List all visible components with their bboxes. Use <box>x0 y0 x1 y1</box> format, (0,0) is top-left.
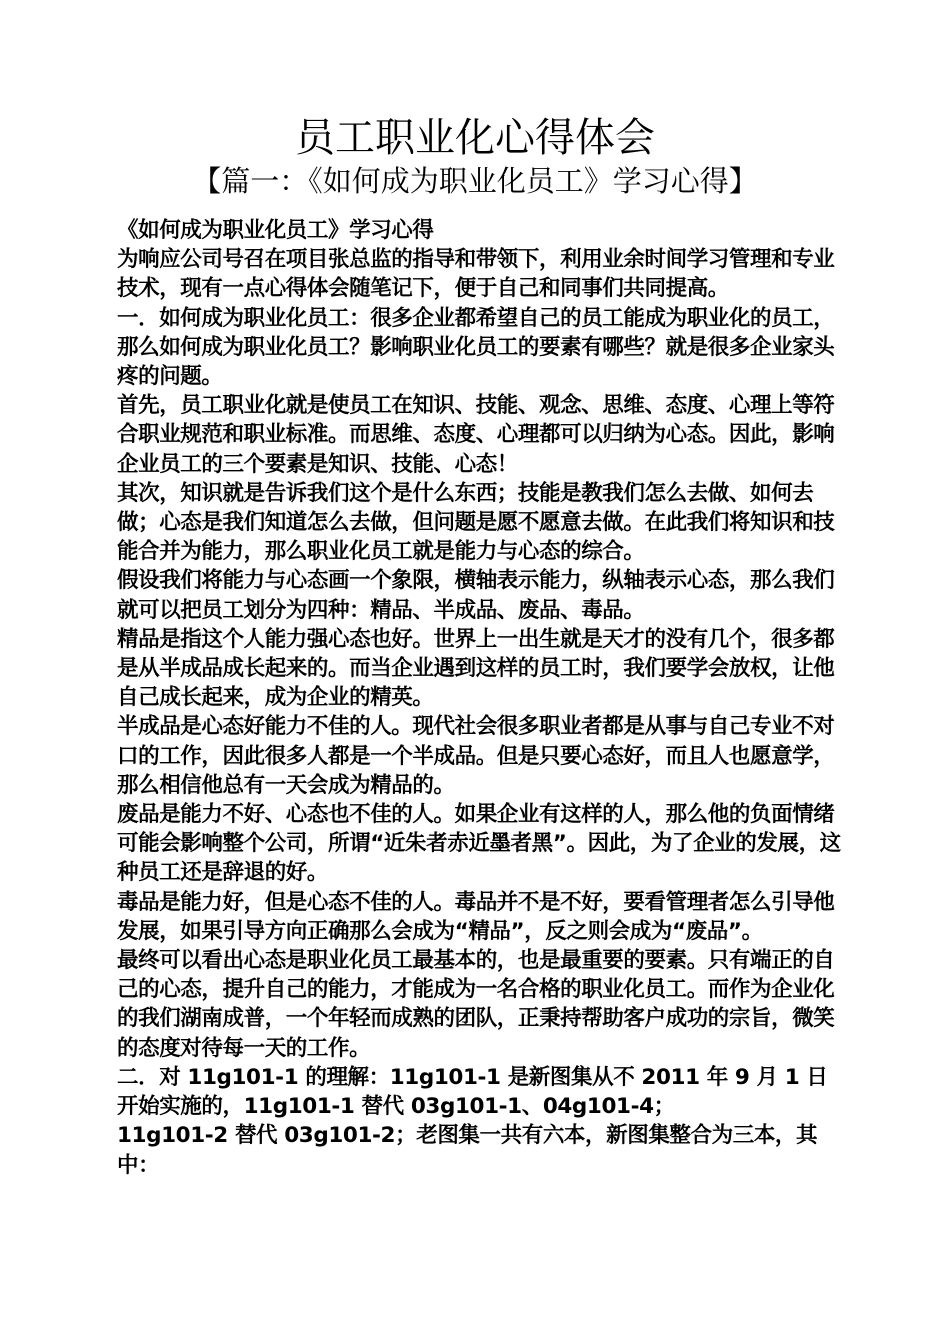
paragraph: 11g101-2 替代 03g101-2；老图集一共有六本，新图集整合为三本，其中： <box>117 1123 818 1178</box>
paragraph: 其次，知识就是告诉我们这个是什么东西；技能是教我们怎么去做、如何去做；心态是我们知道怎么去做，但问题是愿不愿意去做。在此我们将知识和技能合并为能力，那么职业化员工就是能力与心态的综合。 <box>117 480 835 565</box>
paragraph: 假设我们将能力与心态画一个象限，横轴表示能力，纵轴表示心态，那么我们就可以把员工划分为四种：精品、半成品、废品、毒品。 <box>117 568 835 623</box>
document-subtitle: 【篇一：《如何成为职业化员工》学习心得】 <box>192 164 758 198</box>
paragraph: 最终可以看出心态是职业化员工最基本的，也是最重要的要素。只有端正的自己的心态，提升自己的能力，才能成为一名合格的职业化员工。而作为企业化的我们湖南成普，一个年轻而成熟的团队，正秉持帮助客户成功的宗旨，微笑的态度对待每一天的工作。 <box>117 948 835 1061</box>
paragraph-heading: 《如何成为职业化员工》学习心得 <box>117 218 434 243</box>
paragraph: 毒品是能力好，但是心态不佳的人。毒品并不是不好，要看管理者怎么引导他发展，如果引导方向正确那么会成为“精品”，反之则会成为“废品”。 <box>117 889 835 944</box>
paragraph: 一．如何成为职业化员工：很多企业都希望自己的员工能成为职业化的员工，那么如何成为职业化员工？影响职业化员工的要素有哪些？就是很多企业家头疼的问题。 <box>117 305 835 390</box>
paragraph: 首先，员工职业化就是使员工在知识、技能、观念、思维、态度、心理上等符合职业规范和职业标准。而思维、态度、心理都可以归纳为心态。因此，影响企业员工的三个要素是知识、技能、心态！ <box>117 393 835 477</box>
paragraph: 废品是能力不好、心态也不佳的人。如果企业有这样的人，那么他的负面情绪可能会影响整个公司，所谓“近朱者赤近墨者黑”。因此，为了企业的发展，这种员工还是辞退的好。 <box>117 802 841 886</box>
document-body <box>117 216 845 1180</box>
paragraph: 为响应公司号召在项目张总监的指导和带领下，利用业余时间学习管理和专业技术，现有一点心得体会随笔记下，便于自己和同事们共同提高。 <box>117 247 835 302</box>
document-title: 员工职业化心得体会 <box>295 115 655 161</box>
paragraph: 半成品是心态好能力不佳的人。现代社会很多职业者都是从事与自己专业不对口的工作，因此很多人都是一个半成品。但是只要心态好，而且人也愿意学，那么相信他总有一天会成为精品的。 <box>117 714 835 798</box>
paragraph: 二．对 11g101-1 的理解：11g101-1 是新图集从不 2011 年 9 月 1 日开始实施的，11g101-1 替代 03g101-1、04g101-4； <box>117 1064 828 1120</box>
paragraph: 精品是指这个人能力强心态也好。世界上一出生就是天才的没有几个，很多都是从半成品成长起来的。而当企业遇到这样的员工时，我们要学会放权，让他自己成长起来，成为企业的精英。 <box>117 626 835 711</box>
